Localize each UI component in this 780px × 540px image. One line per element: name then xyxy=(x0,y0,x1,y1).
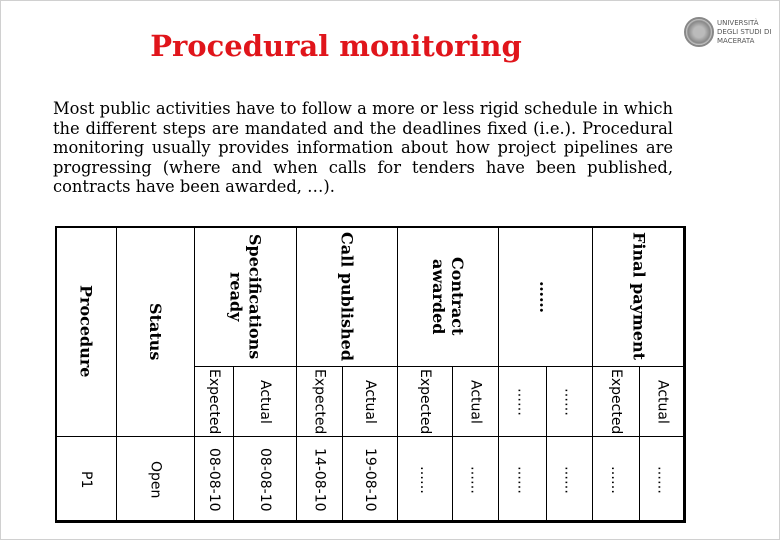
cell-expected-date-text: …… xyxy=(608,465,624,494)
subheader-actual xyxy=(233,366,297,437)
subheader-actual xyxy=(342,366,398,437)
subheader-expected xyxy=(397,366,453,437)
header-group xyxy=(397,226,499,367)
header-group-text: Call published xyxy=(337,232,357,361)
header-status xyxy=(116,226,195,437)
seal-icon xyxy=(684,17,714,47)
cell-actual-date-text: …… xyxy=(654,465,671,494)
cell-procedure-text: P1 xyxy=(78,470,94,489)
cell-actual-date xyxy=(639,436,686,523)
cell-expected-date-text: …… xyxy=(514,465,531,494)
header-procedure-text: Procedure xyxy=(76,285,96,378)
header-group xyxy=(498,226,593,367)
subheader-actual-text: Actual xyxy=(362,379,378,424)
header-group xyxy=(296,226,398,367)
logo-line: DEGLI STUDI DI xyxy=(717,27,772,36)
cell-expected-date-text: …… xyxy=(417,465,433,494)
subheader-actual-text: Actual xyxy=(654,379,671,424)
cell-expected-date-text: 14-08-10 xyxy=(311,447,328,512)
logo-line: MACERATA xyxy=(717,36,755,45)
subheader-expected xyxy=(498,366,547,437)
subheader-expected xyxy=(592,366,640,437)
cell-expected-date xyxy=(592,436,640,523)
subheader-actual-text: …… xyxy=(561,387,578,416)
header-procedure xyxy=(55,226,117,437)
cell-actual-date xyxy=(546,436,593,523)
subheader-expected-text: Expected xyxy=(311,368,328,435)
cell-status xyxy=(116,436,195,523)
cell-actual-date-text: …… xyxy=(467,465,484,494)
cell-procedure xyxy=(55,436,117,523)
subheader-expected xyxy=(296,366,343,437)
header-group-text: …… xyxy=(536,280,555,313)
cell-actual-date-text: …… xyxy=(561,465,578,494)
subheader-expected-text: Expected xyxy=(206,368,222,435)
subheader-actual xyxy=(639,366,686,437)
cell-status-text: Open xyxy=(147,460,164,499)
university-logo xyxy=(684,13,772,51)
cell-actual-date-text: 19-08-10 xyxy=(362,447,378,512)
cell-actual-date xyxy=(452,436,499,523)
subheader-actual xyxy=(452,366,499,437)
subheader-actual-text: Actual xyxy=(257,379,273,424)
header-group-text: Contract awarded xyxy=(429,257,467,336)
header-group xyxy=(592,226,686,367)
subheader-expected-text: Expected xyxy=(417,368,433,435)
subheader-expected-text: …… xyxy=(514,387,531,416)
subheader-expected xyxy=(194,366,234,437)
cell-expected-date xyxy=(296,436,343,523)
cell-expected-date-text: 08-08-10 xyxy=(206,447,222,512)
cell-actual-date-text: 08-08-10 xyxy=(257,447,273,512)
cell-actual-date xyxy=(233,436,297,523)
logo-line: UNIVERSITÀ xyxy=(717,18,759,27)
subheader-expected-text: Expected xyxy=(608,368,624,435)
cell-expected-date xyxy=(498,436,547,523)
subheader-actual xyxy=(546,366,593,437)
slide-title: Procedural monitoring xyxy=(150,29,522,63)
header-group xyxy=(194,226,297,367)
body-paragraph: Most public activities have to follow a more or less rigid schedule in which the different steps are mandated and the deadlines fixed (i.e.). Procedural monitoring usually provides information about how project pipelines are progressing (where and when calls for tenders have been published, contracts have been awarded, …). xyxy=(53,99,673,196)
cell-actual-date xyxy=(342,436,398,523)
header-group-text: Specifications ready xyxy=(226,233,265,360)
cell-expected-date xyxy=(194,436,234,523)
cell-expected-date xyxy=(397,436,453,523)
header-status-text: Status xyxy=(146,302,165,361)
subheader-actual-text: Actual xyxy=(467,379,484,424)
header-group-text: Final payment xyxy=(629,232,649,361)
